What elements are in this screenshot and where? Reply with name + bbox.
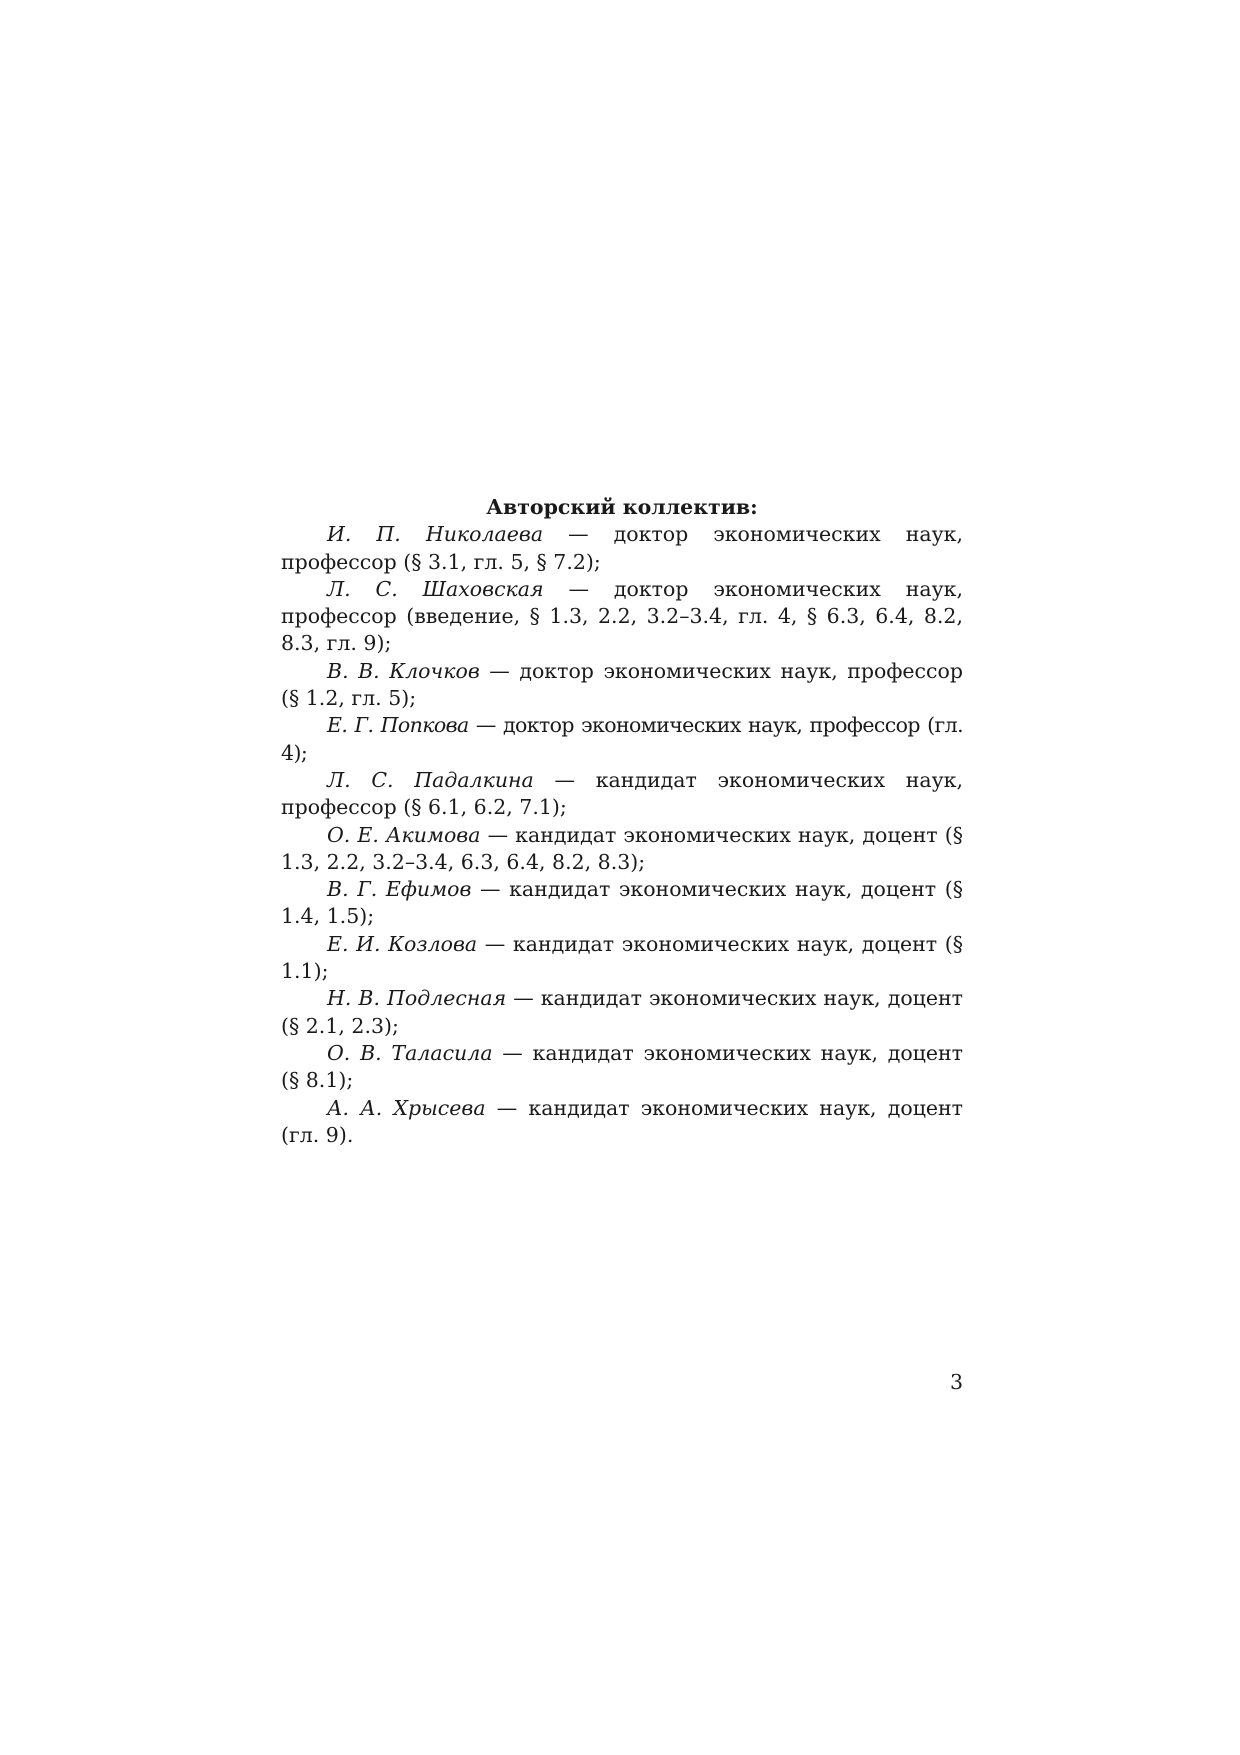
section-heading: Авторский коллектив: [486,495,758,519]
author-entry [281,658,963,713]
author-name: И. П. Николаева [327,522,544,547]
author-entry [281,1095,963,1150]
author-description: — доктор экономических наук, профессор (§ 3.1, гл. 5, § 7.2); [281,522,963,574]
authors-section [281,494,963,1149]
author-name: В. Г. Ефимов [327,877,472,902]
author-entry [281,876,963,931]
author-description: — кандидат экономических наук, доцент (§ 1.1); [281,931,963,984]
author-entry [281,1040,963,1095]
author-entry [281,712,963,767]
author-description: — кандидат экономических наук, доцент (гл. 9). [281,1095,964,1147]
author-name: Е. Г. Попкова [327,713,469,738]
author-name: О. В. Таласила [327,1040,493,1065]
author-description: — кандидат экономических наук, доцент (§ 1.4, 1.5); [281,877,964,929]
author-description: — доктор экономических наук, профессор (§ 1.2, гл. 5); [281,658,963,711]
author-name: Л. С. Шаховская [327,576,544,601]
author-entry [281,822,963,877]
author-entry [281,521,963,576]
author-description: — доктор экономических наук, профессор (гл. 4); [281,713,963,765]
author-entry [281,576,963,658]
author-name: Л. С. Падалкина [327,767,534,792]
author-entry [281,767,963,822]
author-description: — кандидат экономических наук, доцент (§ 8.1); [281,1040,963,1093]
author-entry [281,985,963,1040]
page-number: 3 [949,1370,963,1394]
author-name: Н. В. Подлесная [327,986,507,1011]
author-name: А. А. Хрысева [327,1095,486,1120]
author-name: В. В. Клочков [327,658,480,683]
author-description: — доктор экономических наук, профессор (введение, § 1.3, 2.2, 3.2–3.4, гл. 4, § 6.3, 6.4, 8.2, 8.3, гл. 9); [281,576,963,656]
author-name: Е. И. Козлова [327,931,478,956]
author-entry [281,931,963,986]
author-name: О. Е. Акимова [327,822,481,847]
author-description: — кандидат экономических наук, доцент (§ 2.1, 2.3); [281,986,963,1038]
author-description: — кандидат экономических наук, доцент (§ 1.3, 2.2, 3.2–3.4, 6.3, 6.4, 8.2, 8.3); [281,822,963,874]
author-description: — кандидат экономических наук, профессор (§ 6.1, 6.2, 7.1); [281,767,963,820]
